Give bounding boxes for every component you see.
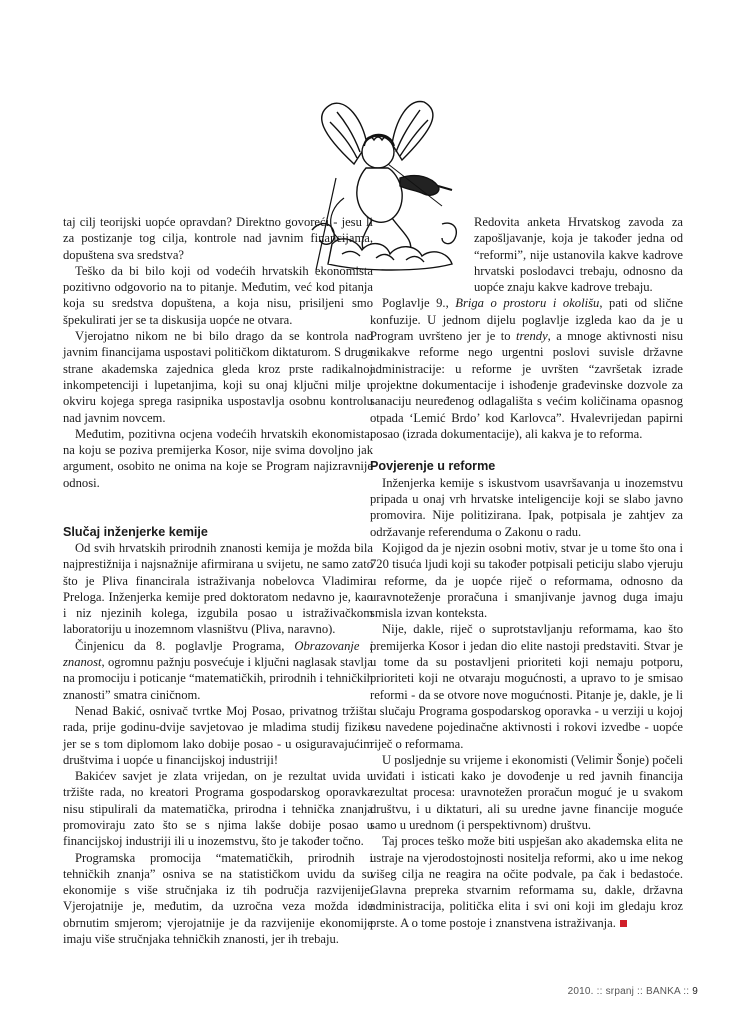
paragraph: Nenad Bakić, osnivač tvrtke Moj Posao, privatnog tržišta rada, prije godinu-dvije savjetovao je mladima studij fizike jer se s tom diplomom lako dobije posao - u osiguravajućim društvima i uopće u financijskoj industriji! — [63, 703, 373, 767]
chapter-title: Briga o prostoru i okolišu — [455, 296, 600, 311]
paragraph: Teško da bi bilo koji od vodećih hrvatskih ekonomista pozitivno odgovorio na to pitanje. Međutim, već kod pitanja koja su sredstva dopuštena, a koja nisu, prisiljeni smo špekulirati jer se ta diskusija uopće ne otvara. — [63, 263, 373, 327]
paragraph: Vjerojatno nikom ne bi bilo drago da se kontrola nad javnim financijama uspostavi političkom diktaturom. S druge strane akademska zajednica gleda kroz prste radikalnoj inkompetenciji i lupetanjima, koji su onaj ključni milje u okviru kojega sprega rasipnika uspostavlja osobnu kontrolu nad javnim novcem. — [63, 329, 373, 425]
section-heading: Povjerenje u reforme — [370, 459, 496, 474]
text: , pati od slične konfuzije. U jednom dijelu poglavlje izgleda kao da je u Program uvršteno jer je to — [370, 296, 683, 344]
paragraph: Redovita anketa Hrvatskog zavoda za zapošljavanje, koja je također jedna od “reformi”, nije ustanovila kakve kadrove hrvatski poslodavci trebaju, odnosno da uopće znaju kakve kadrove trebaju. — [474, 215, 683, 295]
text: , ogromnu pažnju posvećuje i ključni naglasak stavlja na promociju i poticanje “matematičkih, prirodnih i tehničkih znanosti” smatra ciničnom. — [63, 655, 373, 702]
text: Taj proces teško može biti uspješan ako akademska elita ne ustraje na vjerodostojnosti nositelja reformi, ako u ime nekog višeg cilja ne reagira na očite podvale, pa čak i bedastoće. Glavna prepreka stvarnim reformama su, dakle, državna administracija, politička elita i svi oni koji im gledaju kroz prste. A o tome postoje i znanstvena istraživanja. — [370, 834, 683, 930]
section-heading: Slučaj inženjerke kemije — [63, 524, 208, 539]
text: , a mnoge aktivnosti nisu nikakve reforme nego urgentni poslovi suvisle državne administracije: u reforme je uvršten “završetak izrade projektne dokumentacije i ishođenje građevinske dozvole za sanaciju neuređenog odlagališta s većim količinama opasnog otpada ‘Lemić Brdo’ kod Karlovca”. Hvalevrijedan papirni posao (izrada dokumentacije), ali kakva je to reforma. — [370, 329, 683, 441]
text: Poglavlje 9., — [382, 296, 456, 311]
footer-separator: :: — [634, 986, 646, 997]
end-of-article-mark — [620, 920, 627, 927]
paragraph: Bakićev savjet je zlata vrijedan, on je rezultat uvida u tržište rada, no kreatori Programa gospodarskog oporavka nisu stipulirali da matematička, prirodna i tehnička znanja promoviraju zato što se s njima lakše dobije posao u financijskoj industriji ili u inozemstvu, što je također točno. — [63, 769, 373, 849]
footer-magazine: BANKA — [645, 986, 681, 997]
paragraph: Programska promocija “matematičkih, prirodnih i tehničkih znanja” osniva se na statističkom uvidu da su ekonomije s više stručnjaka iz tih područja razvijenije. Vjerojatnije je, međutim, da uzročna veza možda ide obrnutim smjerom; vjerojatnije je da razvijenije ekonomije imaju više stručnjaka tehničkih znanosti, jer ih trebaju. — [63, 850, 373, 947]
footer-separator: :: — [680, 986, 693, 997]
paragraph: Inženjerka kemije s iskustvom usavršavanja u inozemstvu pripada u onaj vrh hrvatske inteligencije koji se slabo javno promovira. Nije politizirana. Ipak, potpisala je zahtjev za održavanje referenduma o Zakonu o radu. — [370, 475, 683, 539]
paragraph: Kojigod da je njezin osobni motiv, stvar je u tome što ona i 720 tisuća ljudi koji su također potpisali peticiju slabo vjeruju u reforme, da je uopće riječ o reformama, odnosno da uravnoteženje proračuna i smanjivanje javnog duga imaju smisla izvan konteksta. — [370, 540, 683, 621]
paragraph: taj cilj teorijski uopće opravdan? Direktno govoreći - jesu li za postizanje tog cilja, kontrole nad javnim financijama, dopuštena sva sredstva? — [63, 215, 373, 262]
left-column — [63, 214, 373, 947]
page-number: 9 — [692, 986, 698, 997]
paragraph: Od svih hrvatskih prirodnih znanosti kemija je možda bila najprestižnija i najsnažnije afirmirana u svijetu, ne samo zato što je Pliva financirala istraživanja nobelovca Vladimira Preloga. Inženjerka kemije pred doktoratom nedavno je, kao i niz njezinih kolega, izgubila posao u istraživačkom laboratoriju u inozemnom vlasništvu (Pliva, naravno). — [63, 540, 373, 637]
paragraph: Međutim, pozitivna ocjena vodećih hrvatskih ekonomista, na koju se poziva premijerka Kosor, nije svima dovoljno jak argument, osobito ne onima na koje se Program najizravnije odnosi. — [63, 426, 373, 490]
footer-separator: :: — [593, 986, 606, 997]
emphasis: trendy — [515, 329, 548, 344]
paragraph — [370, 833, 683, 931]
page-footer — [568, 986, 698, 997]
chapter-title: Obrazovanje i znanost — [63, 638, 373, 670]
paragraph: Nije, dakle, riječ o suprotstavljanju reformama, kao što premijerka Kosor i jedan dio elite nastoji predstaviti. Stvar je u tome da su postavljeni prioriteti koji nemaju potporu, prioriteti koji ne otvaraju mogućnosti, a upravo to je smisao reformi - da se otvore nove mogućnosti. Pitanje je, dakle, je li u slučaju Programa gospodarskog oporavka - u verziji u kojoj su navedene pojedinačne aktivnosti i rokovi izvedbe - uopće riječ o reformama. — [370, 622, 683, 751]
paragraph — [370, 295, 683, 442]
text: Činjenicu da 8. poglavlje Programa, — [75, 638, 295, 653]
paragraph — [63, 638, 373, 703]
paragraph: U posljednje su vrijeme i ekonomisti (Velimir Šonje) počeli uviđati i isticati kako je dovođenje u red javnih financija rezultat procesa: uravnotežen proračun moguć je u svakom društvu, i u diktaturi, ali su uredne javne financije moguće samo u urednom (i perspektivnom) društvu. — [370, 752, 683, 832]
right-column — [370, 214, 683, 931]
footer-month: srpanj — [605, 986, 635, 997]
footer-year: 2010. — [567, 986, 594, 997]
